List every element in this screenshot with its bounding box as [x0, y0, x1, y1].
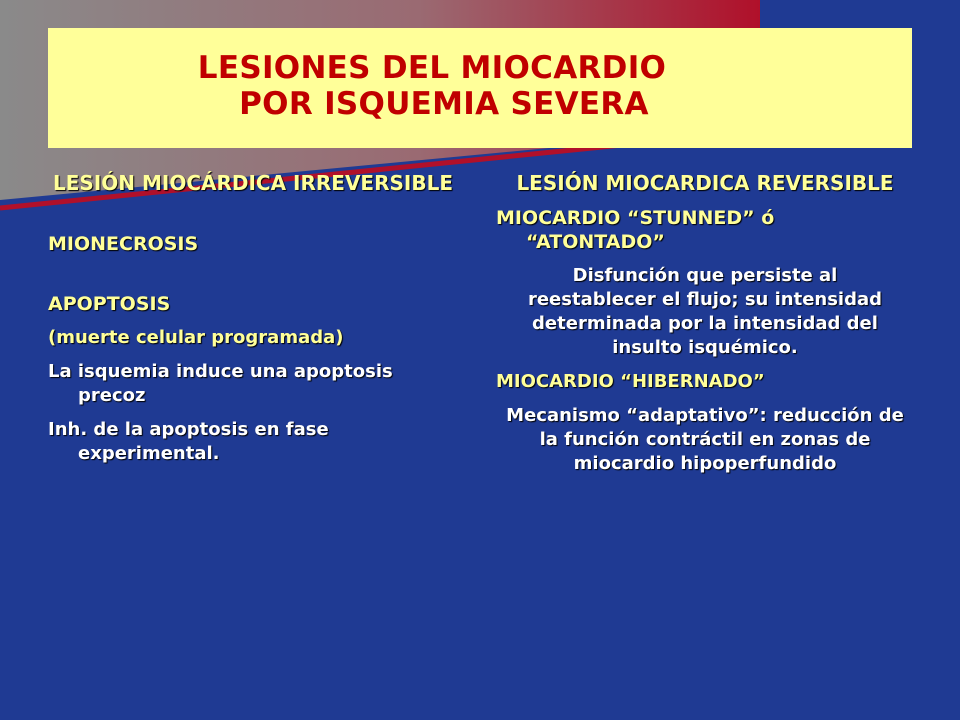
isquemia-apoptosis-item: La isquemia induce una apoptosis precoz: [48, 361, 393, 406]
stunned-myocardium-item: MIOCARDIO “STUNNED” ó “ATONTADO”: [496, 207, 775, 253]
right-column-heading: LESIÓN MIOCARDICA REVERSIBLE: [516, 171, 894, 195]
apoptosis-definition: (muerte celular programada): [48, 327, 344, 348]
right-column: [496, 170, 914, 476]
hibernating-description: Mecanismo “adaptativo”: reducción de la función contráctil en zonas de miocardio hipoperfundido: [506, 405, 904, 474]
left-column-heading: LESIÓN MIOCÁRDICA IRREVERSIBLE: [53, 171, 453, 195]
slide-title-line-2: POR ISQUEMIA SEVERA: [239, 86, 649, 122]
mionecrosis-item: MIONECROSIS: [48, 233, 199, 255]
apoptosis-inhibition-item: Inh. de la apoptosis en fase experimental.: [48, 419, 329, 464]
slide-title-line-1: LESIONES DEL MIOCARDIO: [197, 50, 667, 86]
left-column: [48, 170, 458, 466]
title-box: [48, 28, 912, 148]
apoptosis-item: APOPTOSIS: [48, 293, 171, 315]
stunned-description: Disfunción que persiste al reestablecer el flujo; su intensidad determinada por la intensidad del insulto isquémico.: [527, 265, 883, 358]
hibernating-myocardium-item: MIOCARDIO “HIBERNADO”: [496, 371, 765, 392]
